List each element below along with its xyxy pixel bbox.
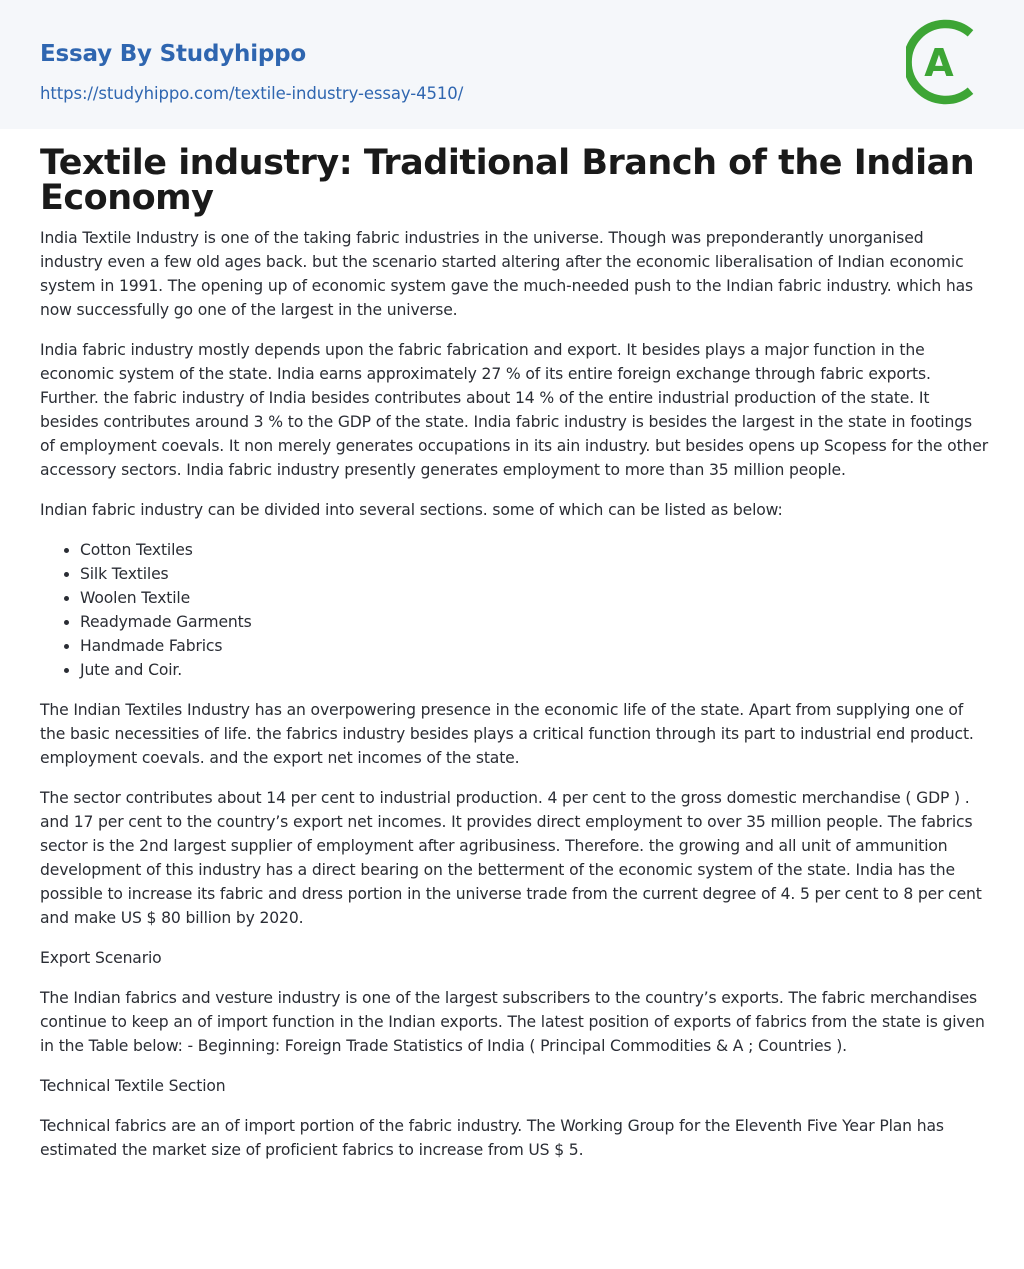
list-item: • Cotton Textiles [80, 538, 990, 562]
paragraph-intro: India Textile Industry is one of the taking fabric industries in the universe. Though was preponderantly unorganised industry even a few old ages back. but the scenario started altering after the economic liberalisation of Indian economic system in 1991. The opening up of economic system gave the much-needed push to the Indian fabric industry. which has now successfully go one of the largest in the universe. [40, 229, 973, 319]
logo-letter: A [924, 41, 954, 85]
paragraph-sections-intro: Indian fabric industry can be divided into several sections. some of which can be listed as below: [40, 501, 783, 519]
sections-list [40, 538, 990, 682]
site-header [0, 0, 1024, 129]
list-item: • Handmade Fabrics [80, 634, 990, 658]
paragraph-technical: Technical fabrics are an of import portion of the fabric industry. The Working Group for the Eleventh Five Year Plan has estimated the market size of proficient fabrics to increase from US $ 5. [40, 1117, 944, 1159]
studyhippo-logo-icon[interactable] [906, 18, 988, 106]
list-item: • Jute and Coir. [80, 658, 990, 682]
page-title: Textile industry: Traditional Branch of the Indian Economy [40, 143, 975, 218]
subheading-export-scenario: Export Scenario [40, 949, 162, 967]
source-url-link[interactable]: https://studyhippo.com/textile-industry-essay-4510/ [40, 84, 464, 103]
list-item: • Readymade Garments [80, 610, 990, 634]
paragraph-economy: India fabric industry mostly depends upon the fabric fabrication and export. It besides plays a major function in the economic system of the state. India earns approximately 27 % of its entire foreign exchange through fabric exports. Further. the fabric industry of India besides contributes about 14 % of the entire industrial production of the state. It besides contributes around 3 % to the GDP of the state. India fabric industry is besides the largest in the state in footings of employment coevals. It non merely generates occupations in its ain industry. but besides opens up Scopess for the other accessory sectors. India fabric industry presently generates employment to more than 35 million people. [40, 341, 988, 479]
list-item: • Woolen Textile [80, 586, 990, 610]
paragraph-contribution: The sector contributes about 14 per cent to industrial production. 4 per cent to the gross domestic merchandise ( GDP ) . and 17 per cent to the country’s export net incomes. It provides direct employment to over 35 million people. The fabrics sector is the 2nd largest supplier of employment after agribusiness. Therefore. the growing and all unit of ammunition development of this industry has a direct bearing on the betterment of the economic system of the state. India has the possible to increase its fabric and dress portion in the universe trade from the current degree of 4. 5 per cent to 8 per cent and make US $ 80 billion by 2020. [40, 789, 982, 927]
brand-title[interactable]: Essay By Studyhippo [40, 41, 307, 67]
article-body [40, 143, 990, 1178]
list-item: • Silk Textiles [80, 562, 990, 586]
paragraph-presence: The Indian Textiles Industry has an overpowering presence in the economic life of the state. Apart from supplying one of the basic necessities of life. the fabrics industry besides plays a critical function through its part to industrial end product. employment coevals. and the export net incomes of the state. [40, 701, 974, 767]
subheading-technical-textile: Technical Textile Section [40, 1077, 226, 1095]
paragraph-exports: The Indian fabrics and vesture industry is one of the largest subscribers to the country’s exports. The fabric merchandises continue to keep an of import function in the Indian exports. The latest position of exports of fabrics from the state is given in the Table below: - Beginning: Foreign Trade Statistics of India ( Principal Commodities & A ; Countries ). [40, 989, 985, 1055]
